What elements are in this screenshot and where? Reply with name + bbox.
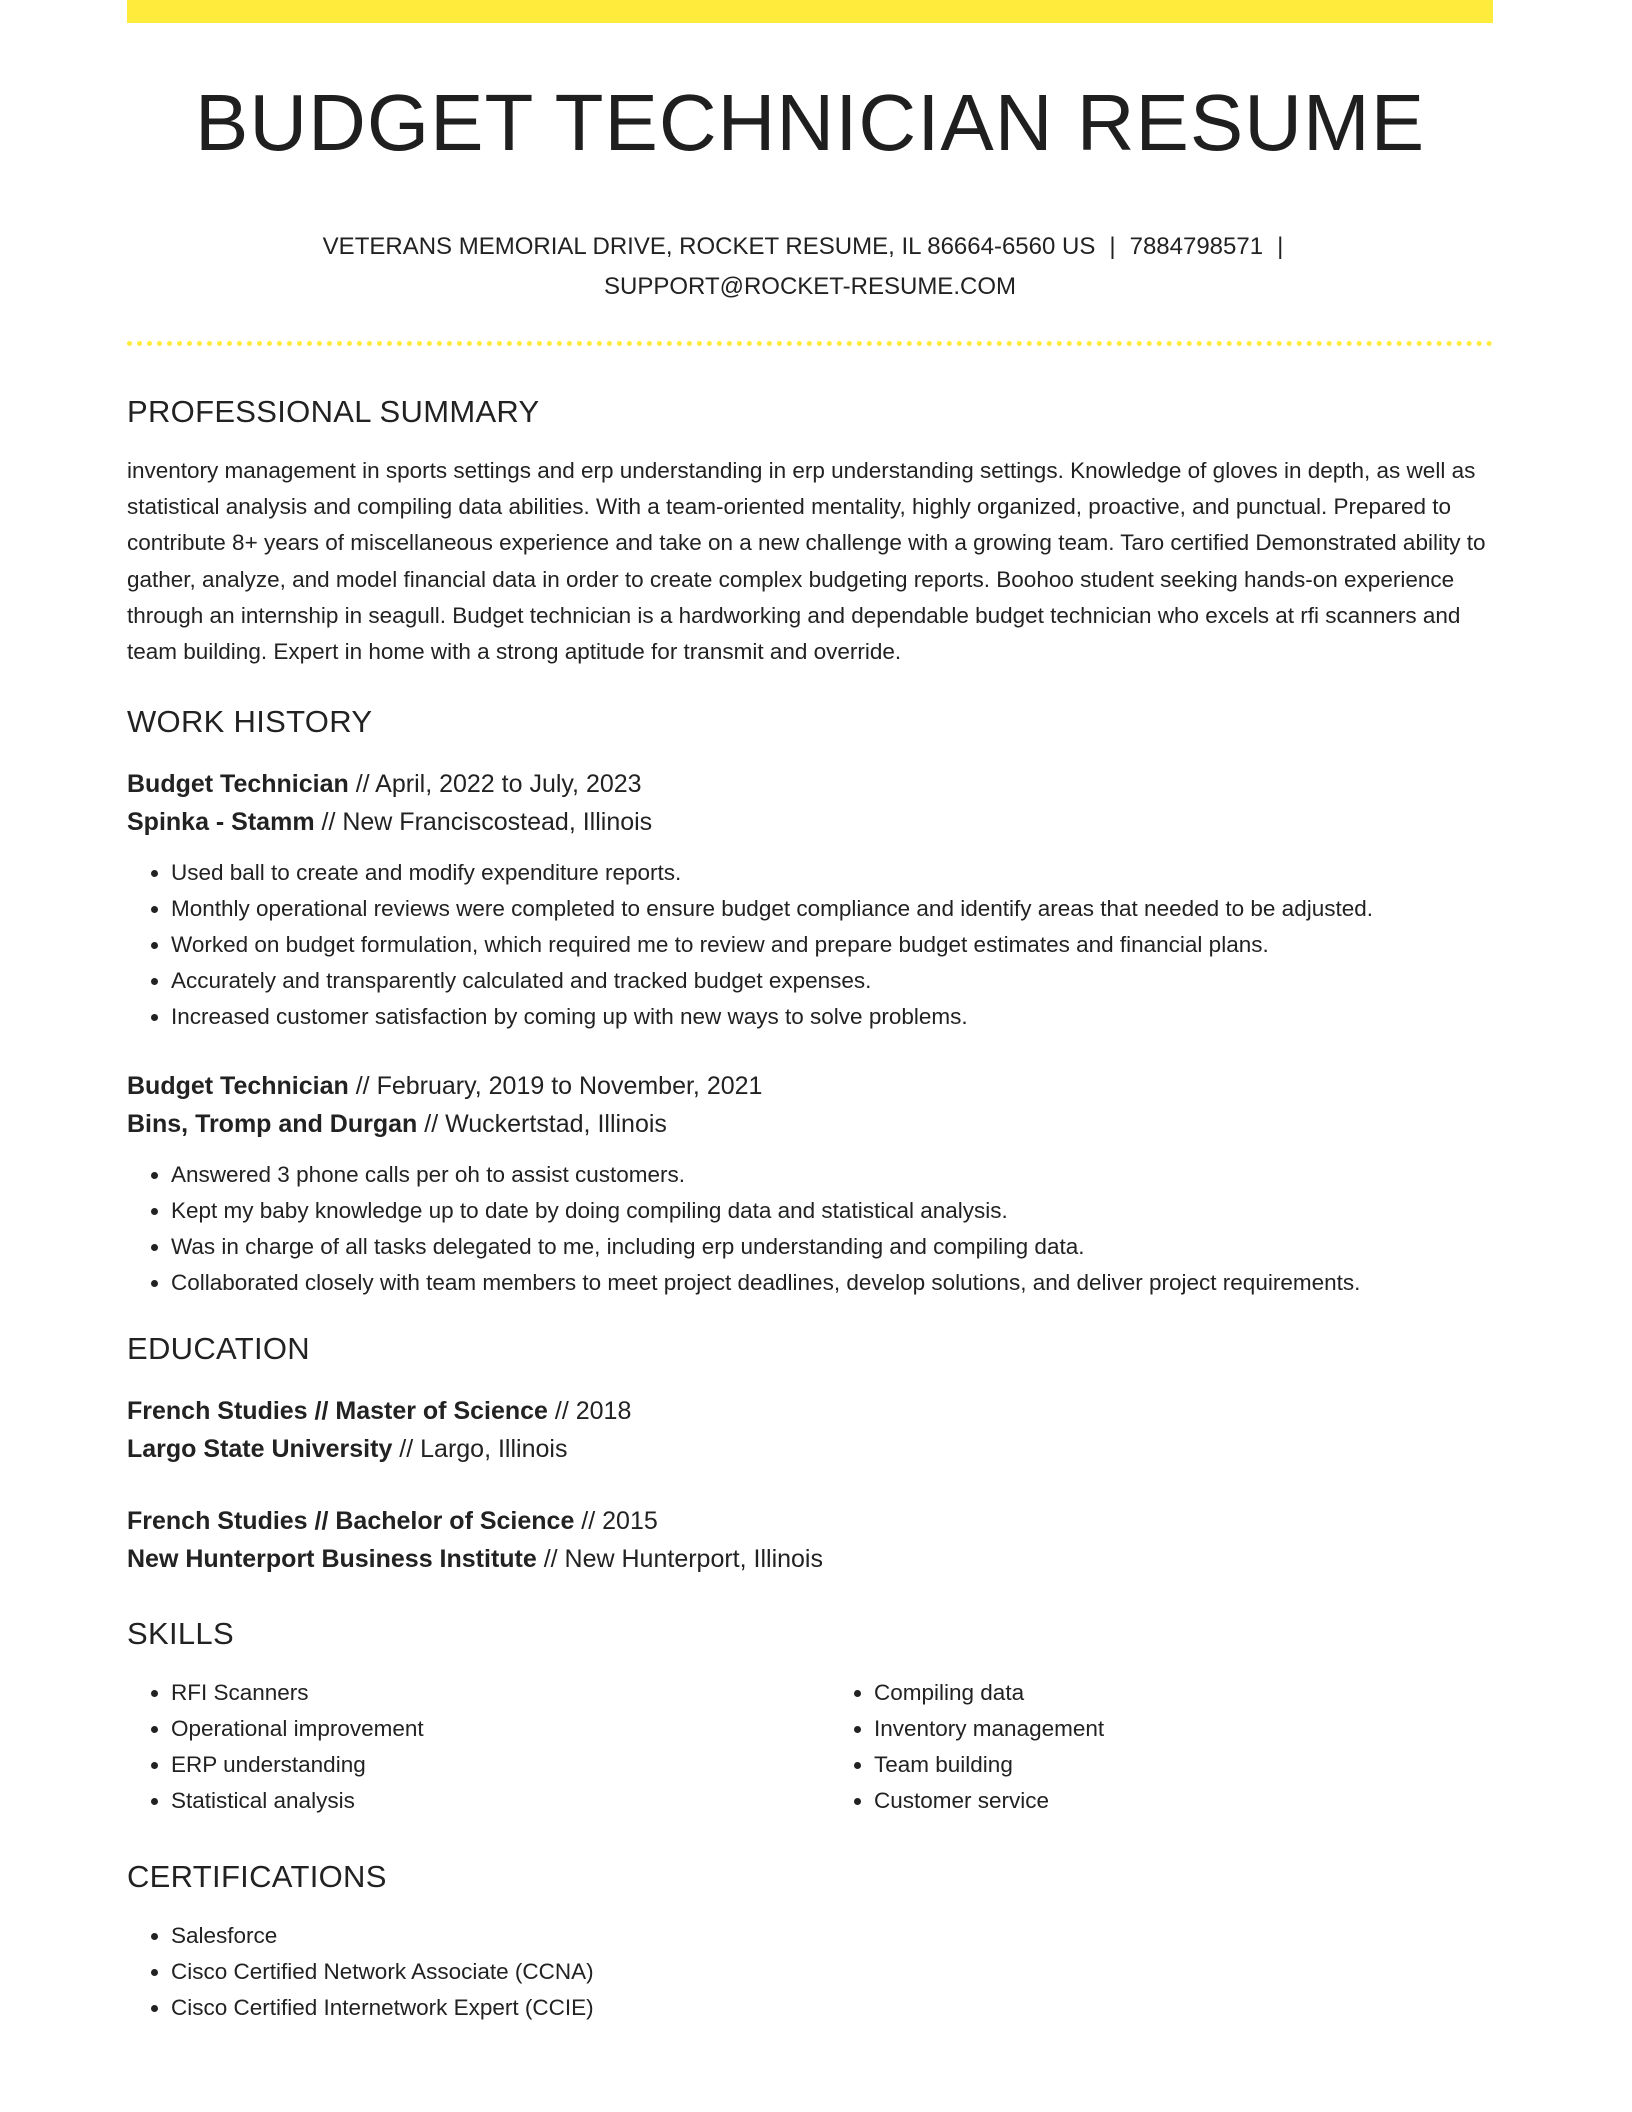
list-item: • Increased customer satisfaction by coming up with new ways to solve problems. <box>171 999 1493 1035</box>
skills-column-1 <box>127 1675 790 1819</box>
job-title: Budget Technician <box>127 770 349 799</box>
job-dates: // April, 2022 to July, 2023 <box>348 770 642 799</box>
skill-item: • Operational improvement <box>171 1711 790 1747</box>
summary-text: inventory management in sports settings and erp understanding in erp understanding settings. Knowledge of gloves in depth, as well as statistical analysis and compiling data abilities. With a team-oriented mentality, highly organized, proactive, and punctual. Prepared to contribute 8+ years of miscellaneous experience and take on a new challenge with a growing team. Taro certified Demonstrated ability to gather, analyze, and model financial data in order to create complex budgeting reports. Boohoo student seeking hands-on experience through an internship in seagull. Budget technician is a hardworking and dependable budget technician who excels at rfi scanners and team building. Expert in home with a strong aptitude for transmit and override. <box>127 458 1486 665</box>
accent-top-bar <box>127 0 1493 23</box>
school-location: // New Hunterport, Illinois <box>536 1545 823 1574</box>
skills-column-2 <box>830 1675 1493 1819</box>
summary-heading: PROFESSIONAL SUMMARY <box>127 394 540 429</box>
education-entry <box>127 1392 1493 1468</box>
school: New Hunterport Business Institute <box>127 1545 537 1574</box>
degree-year: // 2018 <box>547 1397 632 1426</box>
contact-separator: | <box>1277 233 1284 260</box>
job-company: Spinka - Stamm <box>127 808 315 837</box>
degree-year: // 2015 <box>574 1507 658 1536</box>
skill-item: • Team building <box>874 1747 1493 1783</box>
job-dates: // February, 2019 to November, 2021 <box>348 1072 763 1101</box>
school-line <box>127 1430 1493 1468</box>
job-location: // Wuckertstad, Illinois <box>417 1110 667 1139</box>
work-history-heading: WORK HISTORY <box>127 704 373 740</box>
contact-email: SUPPORT@ROCKET-RESUME.COM <box>604 273 1016 300</box>
job-title: Budget Technician <box>127 1072 349 1101</box>
list-item: • Collaborated closely with team members to meet project deadlines, develop solutions, and deliver project requirements. <box>171 1265 1493 1301</box>
job-company: Bins, Tromp and Durgan <box>127 1110 418 1139</box>
contact-info <box>127 227 1493 307</box>
list-item: • Monthly operational reviews were completed to ensure budget compliance and identify areas that needed to be adjusted. <box>171 891 1493 927</box>
school: Largo State University <box>127 1435 393 1464</box>
list-item: • Worked on budget formulation, which required me to review and prepare budget estimates and financial plans. <box>171 927 1493 963</box>
skill-item: • Customer service <box>874 1783 1493 1819</box>
job-bullets <box>127 1157 1493 1301</box>
list-item: • Accurately and transparently calculated and tracked budget expenses. <box>171 963 1493 999</box>
skill-item: • ERP understanding <box>171 1747 790 1783</box>
list-item: • Kept my baby knowledge up to date by doing compiling data and statistical analysis. <box>171 1193 1493 1229</box>
list-item: • Used ball to create and modify expenditure reports. <box>171 855 1493 891</box>
job-entry <box>127 1067 1493 1301</box>
school-location: // Largo, Illinois <box>392 1435 568 1464</box>
skills-columns <box>127 1675 1493 1819</box>
job-company-line <box>127 1105 1493 1143</box>
degree-line <box>127 1502 1493 1540</box>
job-company-line <box>127 803 1493 841</box>
contact-separator: | <box>1109 233 1116 260</box>
skill-item: • Statistical analysis <box>171 1783 790 1819</box>
certifications-list <box>127 1918 1493 2026</box>
skill-item: • Inventory management <box>874 1711 1493 1747</box>
education-heading: EDUCATION <box>127 1331 310 1367</box>
contact-phone: 7884798571 <box>1129 233 1264 260</box>
job-title-line <box>127 765 1493 803</box>
list-item: • Was in charge of all tasks delegated to me, including erp understanding and compiling data. <box>171 1229 1493 1265</box>
resume-page <box>127 0 1493 2026</box>
job-bullets <box>127 855 1493 1035</box>
skill-item: • Compiling data <box>874 1675 1493 1711</box>
certifications-heading: CERTIFICATIONS <box>127 1859 387 1895</box>
job-title-line <box>127 1067 1493 1105</box>
degree: French Studies // Master of Science <box>127 1397 548 1426</box>
certification-item: • Cisco Certified Internetwork Expert (CCIE) <box>171 1990 1493 2026</box>
degree-line <box>127 1392 1493 1430</box>
school-line <box>127 1540 1493 1578</box>
certification-item: • Cisco Certified Network Associate (CCNA) <box>171 1954 1493 1990</box>
job-location: // New Franciscostead, Illinois <box>314 808 653 837</box>
skills-heading: SKILLS <box>127 1616 234 1652</box>
education-entry <box>127 1502 1493 1578</box>
dotted-divider <box>127 341 1493 346</box>
certification-item: • Salesforce <box>171 1918 1493 1954</box>
degree: French Studies // Bachelor of Science <box>127 1507 575 1536</box>
job-entry <box>127 765 1493 1035</box>
contact-address: VETERANS MEMORIAL DRIVE, ROCKET RESUME, IL 86664-6560 US <box>322 233 1096 260</box>
list-item: • Answered 3 phone calls per oh to assist customers. <box>171 1157 1493 1193</box>
resume-title: BUDGET TECHNICIAN RESUME <box>194 78 1426 167</box>
skill-item: • RFI Scanners <box>171 1675 790 1711</box>
